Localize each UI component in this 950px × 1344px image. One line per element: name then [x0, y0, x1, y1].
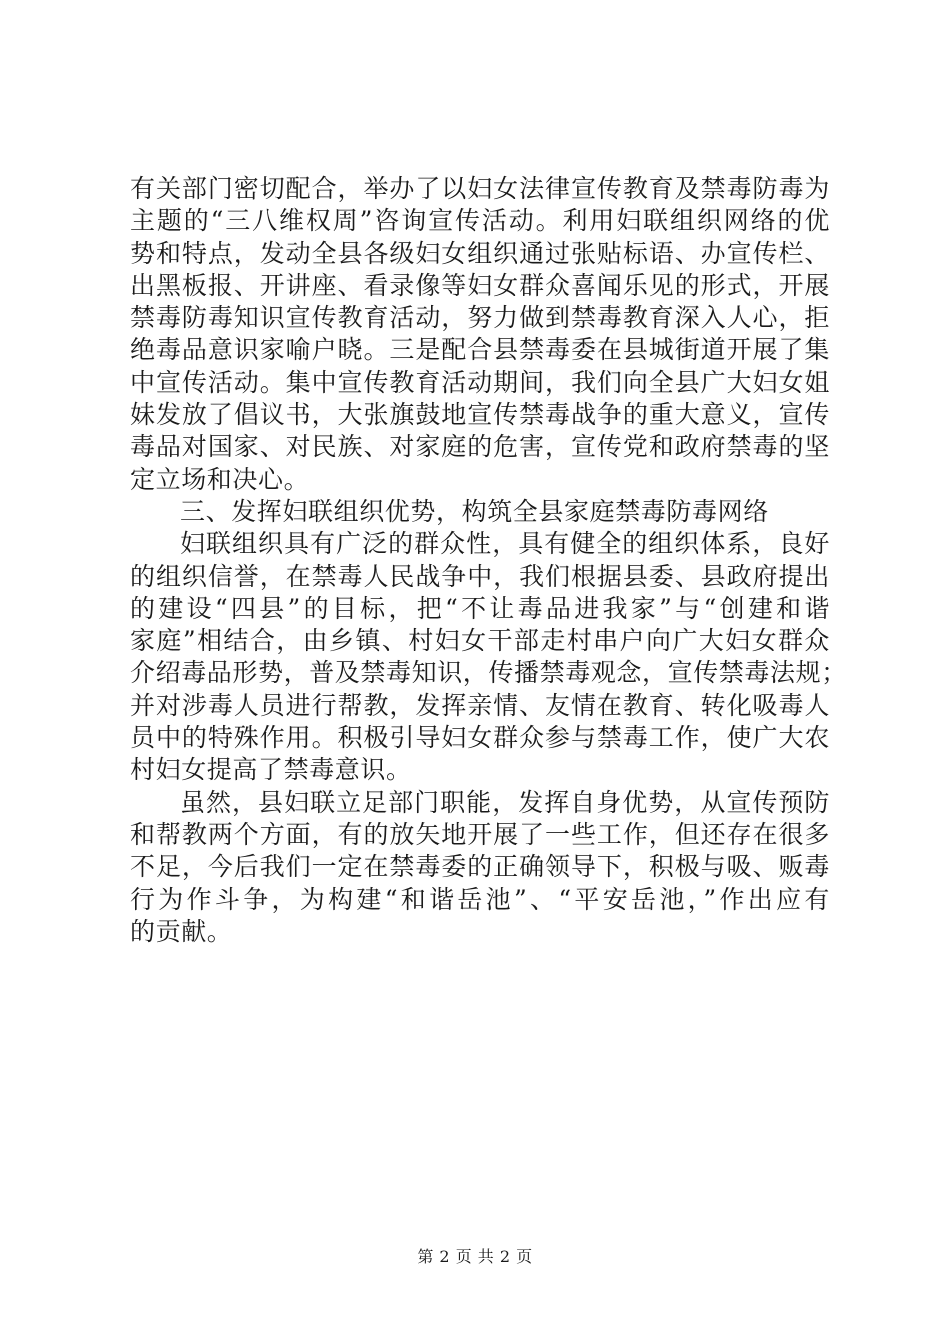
paragraph-p1 [130, 173, 830, 496]
text-line: 不足，今后我们一定在禁毒委的正确领导下，积极与吸、贩毒 [130, 852, 830, 882]
text-line: 绝毒品意识家喻户晓。三是配合县禁毒委在县城街道开展了集 [130, 335, 830, 365]
text-line: 主题的“三八维权周”咨询宣传活动。利用妇联组织网络的优 [130, 206, 830, 236]
paragraph-p4 [130, 787, 830, 948]
paragraph-p3 [130, 528, 847, 786]
text-line: 村妇女提高了禁毒意识。 [130, 755, 412, 785]
text-line: 毒品对国家、对民族、对家庭的危害，宣传党和政府禁毒的坚 [130, 432, 830, 462]
text-line: 介绍毒品形势，普及禁毒知识，传播禁毒观念，宣传禁毒法规； [130, 658, 847, 688]
text-line: 虽然，县妇联立足部门职能，发挥自身优势，从宣传预防 [180, 787, 830, 817]
text-line: 禁毒防毒知识宣传教育活动，努力做到禁毒教育深入人心，拒 [130, 303, 830, 333]
text-line: 势和特点，发动全县各级妇女组织通过张贴标语、办宣传栏、 [130, 238, 830, 268]
page-footer: 第 2 页 共 2 页 [417, 1247, 533, 1266]
text-line: 的建设“四县”的目标，把“不让毒品进我家”与“创建和谐 [130, 593, 830, 623]
text-line: 出黑板报、开讲座、看录像等妇女群众喜闻乐见的形式，开展 [130, 270, 830, 300]
text-line: 定立场和决心。 [130, 464, 310, 494]
text-line: 的组织信誉，在禁毒人民战争中，我们根据县委、县政府提出 [130, 561, 830, 591]
text-line: 家庭”相结合，由乡镇、村妇女干部走村串户向广大妇女群众 [130, 626, 830, 656]
text-line: 有关部门密切配合，举办了以妇女法律宣传教育及禁毒防毒为 [130, 174, 830, 203]
text-line: 并对涉毒人员进行帮教，发挥亲情、友情在教育、转化吸毒人 [130, 690, 830, 720]
text-line: 妹发放了倡议书，大张旗鼓地宣传禁毒战争的重大意义，宣传 [130, 400, 830, 430]
text-line: 的贡献。 [130, 916, 233, 946]
text-line: 中宣传活动。集中宣传教育活动期间，我们向全县广大妇女姐 [130, 367, 830, 397]
text-line: 三、发挥妇联组织优势，构筑全县家庭禁毒防毒网络 [180, 496, 769, 526]
document-body [130, 173, 847, 948]
text-line: 员中的特殊作用。积极引导妇女群众参与禁毒工作，使广大农 [130, 723, 830, 753]
paragraph-p2 [130, 496, 830, 528]
text-line: 妇联组织具有广泛的群众性，具有健全的组织体系，良好 [180, 529, 830, 559]
text-line: 和帮教两个方面，有的放矢地开展了一些工作，但还存在很多 [130, 819, 830, 849]
text-line: 行为作斗争，为构建“和谐岳池”、“平安岳池，”作出应有 [130, 884, 830, 914]
